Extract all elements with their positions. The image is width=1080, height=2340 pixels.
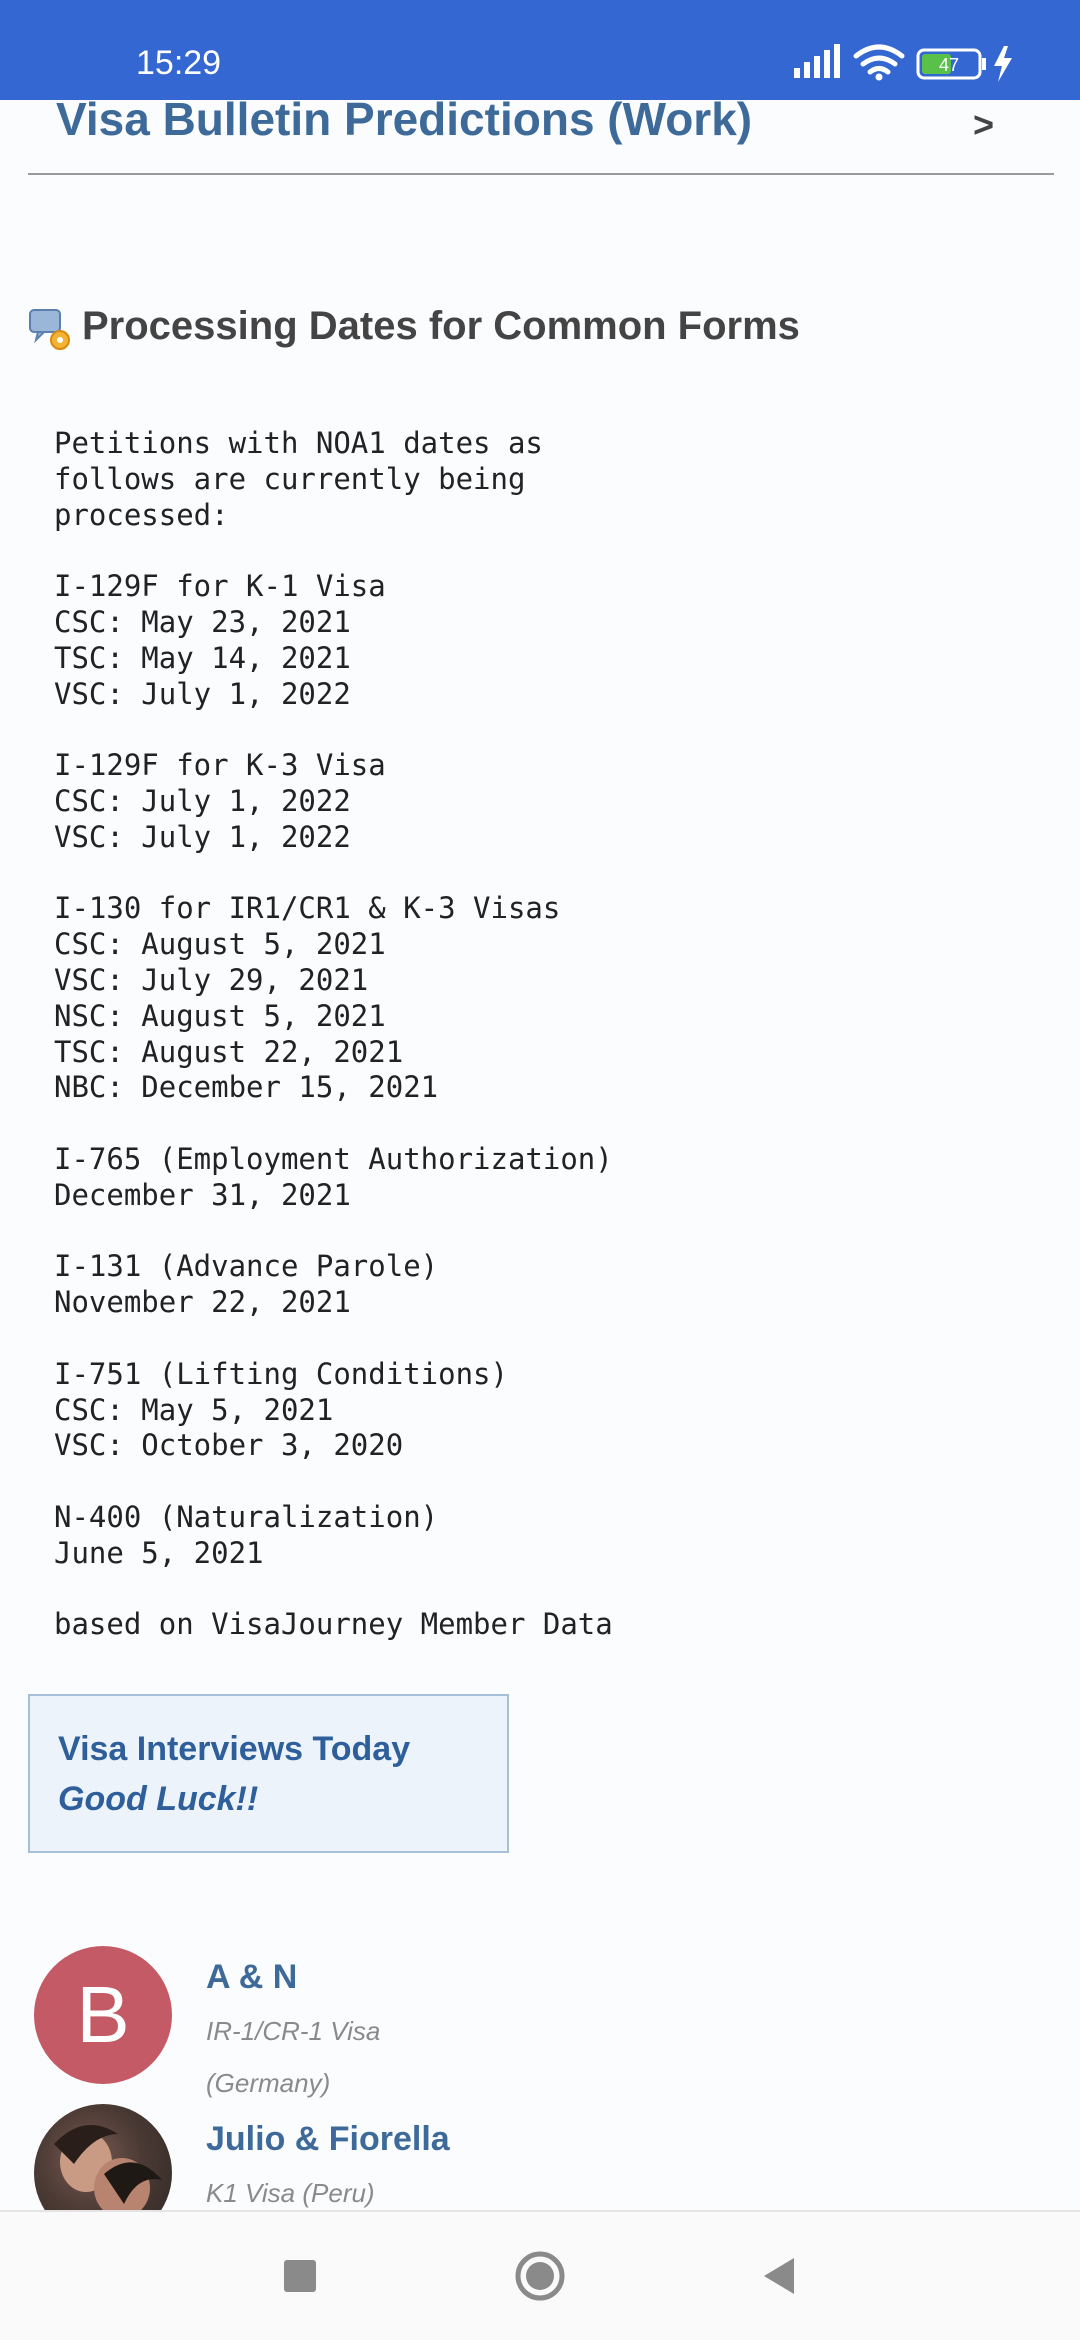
member-item[interactable] <box>28 1946 1048 2096</box>
form-heading: I-751 (Lifting Conditions) <box>54 1356 508 1391</box>
chevron-right-icon: > <box>972 104 994 145</box>
processing-dates-title: Processing Dates for Common Forms <box>82 304 800 348</box>
member-name[interactable]: Julio & Fiorella <box>206 2120 450 2158</box>
recent-apps-icon[interactable] <box>270 2246 330 2306</box>
form-date-line: June 5, 2021 <box>54 1535 264 1570</box>
gear-chat-icon <box>28 306 76 354</box>
form-date-line: TSC: August 22, 2021 <box>54 1034 404 1069</box>
form-date-line: TSC: May 14, 2021 <box>54 640 351 675</box>
form-heading: N-400 (Naturalization) <box>54 1499 439 1534</box>
avatar[interactable] <box>34 1946 172 2084</box>
form-heading: I-765 (Employment Authorization) <box>54 1141 613 1176</box>
form-date-line: CSC: May 5, 2021 <box>54 1392 334 1427</box>
member-name[interactable]: A & N <box>206 1958 298 1996</box>
form-date-line: December 31, 2021 <box>54 1177 351 1212</box>
good-luck-text: Good Luck!! <box>58 1780 259 1818</box>
data-source-note: based on VisaJourney Member Data <box>54 1607 613 1642</box>
visa-interviews-box <box>28 1694 509 1853</box>
navigation-bar <box>0 2210 1080 2340</box>
visa-interviews-title: Visa Interviews Today <box>58 1730 411 1768</box>
member-country: (Germany) <box>206 2068 331 2098</box>
form-date-line: VSC: July 1, 2022 <box>54 676 351 711</box>
status-icons <box>794 44 1024 80</box>
member-visa-type: K1 Visa (Peru) <box>206 2178 375 2208</box>
form-heading: I-129F for K-3 Visa <box>54 748 386 783</box>
status-bar <box>0 0 1080 100</box>
form-date-line: CSC: July 1, 2022 <box>54 783 351 818</box>
intro-line: processed: <box>54 497 229 532</box>
visa-bulletin-predictions-link[interactable] <box>28 100 1054 175</box>
avatar-letter: B <box>76 1970 130 2059</box>
intro-line: follows are currently being <box>54 461 526 496</box>
member-item[interactable] <box>28 2104 1048 2210</box>
wifi-icon <box>856 47 902 72</box>
form-date-line: CSC: May 23, 2021 <box>54 604 351 639</box>
form-heading: I-131 (Advance Parole) <box>54 1249 439 1284</box>
battery-icon <box>918 50 986 78</box>
form-date-line: NSC: August 5, 2021 <box>54 998 386 1033</box>
back-icon[interactable] <box>750 2246 810 2306</box>
avatar[interactable] <box>34 2104 172 2210</box>
form-heading: I-129F for K-1 Visa <box>54 569 386 604</box>
form-date-line: November 22, 2021 <box>54 1285 351 1320</box>
member-visa-type: IR-1/CR-1 Visa <box>206 2016 381 2046</box>
form-date-line: VSC: July 29, 2021 <box>54 962 369 997</box>
battery-level: 47 <box>938 55 960 75</box>
charging-icon <box>994 46 1012 82</box>
form-date-line: NBC: December 15, 2021 <box>54 1070 439 1105</box>
couple-photo-icon <box>34 2104 172 2210</box>
home-icon[interactable] <box>510 2246 570 2306</box>
form-heading: I-130 for IR1/CR1 & K-3 Visas <box>54 891 561 926</box>
form-date-line: VSC: July 1, 2022 <box>54 819 351 854</box>
status-time: 15:29 <box>136 44 222 82</box>
intro-line: Petitions with NOA1 dates as <box>54 426 543 460</box>
visa-bulletin-title[interactable]: Visa Bulletin Predictions (Work) <box>56 100 753 145</box>
processing-dates-text <box>54 426 613 1643</box>
page-content <box>0 100 1080 2210</box>
signal-icon <box>794 44 840 78</box>
form-date-line: VSC: October 3, 2020 <box>54 1428 404 1463</box>
form-date-line: CSC: August 5, 2021 <box>54 927 386 962</box>
